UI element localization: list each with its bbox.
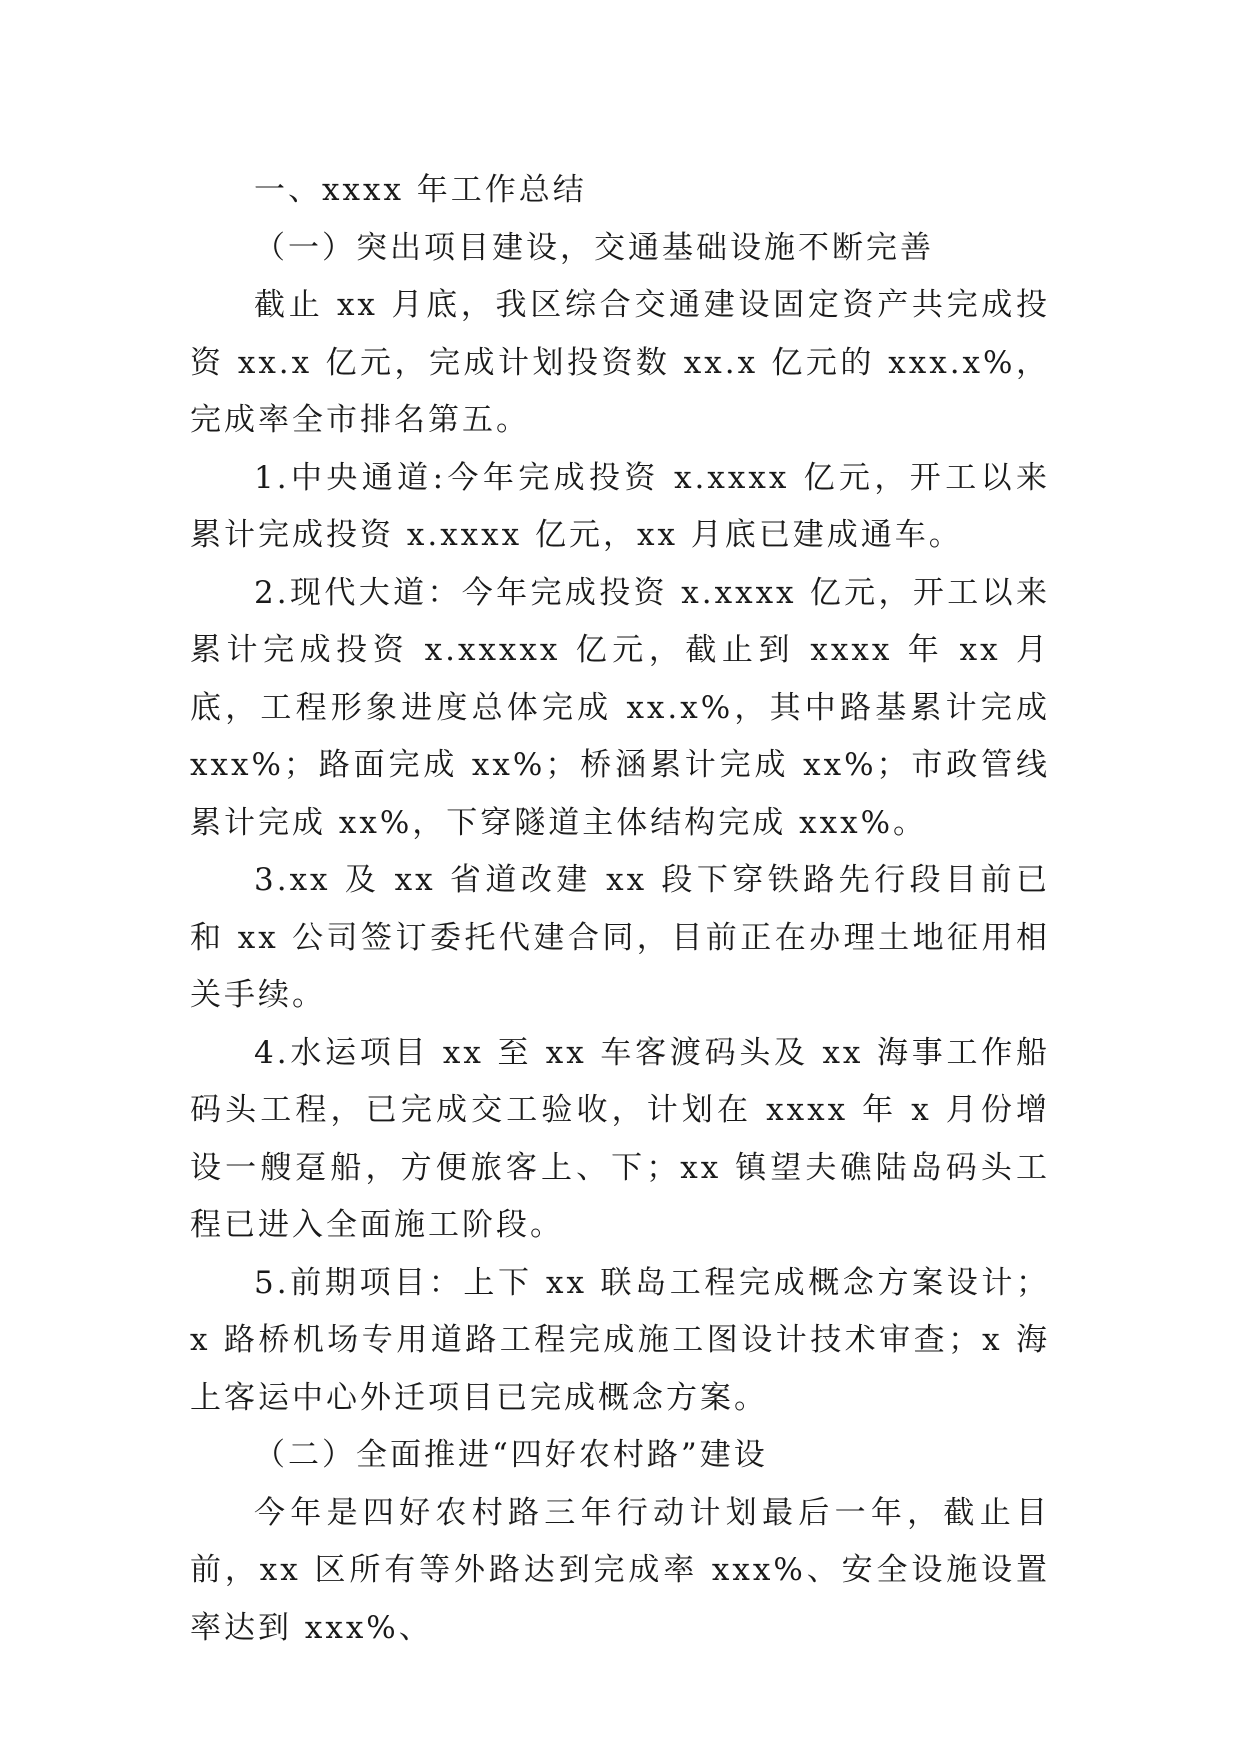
paragraph-item-3: 3.xx 及 xx 省道改建 xx 段下穿铁路先行段目前已和 xx 公司签订委托代建合同，目前正在办理土地征用相关手续。 (190, 862, 1050, 1013)
paragraph-rural-roads: 今年是四好农村路三年行动计划最后一年，截止目前，xx 区所有等外路达到完成率 xxx%、安全设施设置率达到 xxx%、 (190, 1494, 1050, 1646)
document-body (190, 162, 1050, 1657)
paragraph-item-5: 5.前期项目：上下 xx 联岛工程完成概念方案设计；x 路桥机场专用道路工程完成施工图设计技术审查；x 海上客运中心外迁项目已完成概念方案。 (190, 1264, 1050, 1416)
paragraph-item-2: 2.现代大道：今年完成投资 x.xxxx 亿元，开工以来累计完成投资 x.xxxxx 亿元，截止到 xxxx 年 xx 月底，工程形象进度总体完成 xx.x%，其中路基累计完成 xxx%；路面完成 xx%；桥涵累计完成 xx%；市政管线累计完成 xx%，下穿隧道主体结构完成 xxx%。 (190, 574, 1050, 841)
paragraph-investment-summary: 截止 xx 月底，我区综合交通建设固定资产共完成投资 xx.x 亿元，完成计划投资数 xx.x 亿元的 xxx.x%，完成率全市排名第五。 (190, 287, 1050, 438)
subsection-heading-2: （二）全面推进“四好农村路”建设 (254, 1437, 768, 1473)
paragraph-item-1: 1.中央通道:今年完成投资 x.xxxx 亿元，开工以来累计完成投资 x.xxxx 亿元，xx 月底已建成通车。 (190, 459, 1050, 553)
subsection-heading-1: （一）突出项目建设，交通基础设施不断完善 (254, 229, 934, 266)
section-heading-1: 一、xxxx 年工作总结 (254, 172, 587, 208)
paragraph-item-4: 4.水运项目 xx 至 xx 车客渡码头及 xx 海事工作船码头工程，已完成交工验收，计划在 xxxx 年 x 月份增设一艘趸船，方便旅客上、下；xx 镇望夫礁陆岛码头工程已进入全面施工阶段。 (190, 1034, 1050, 1243)
